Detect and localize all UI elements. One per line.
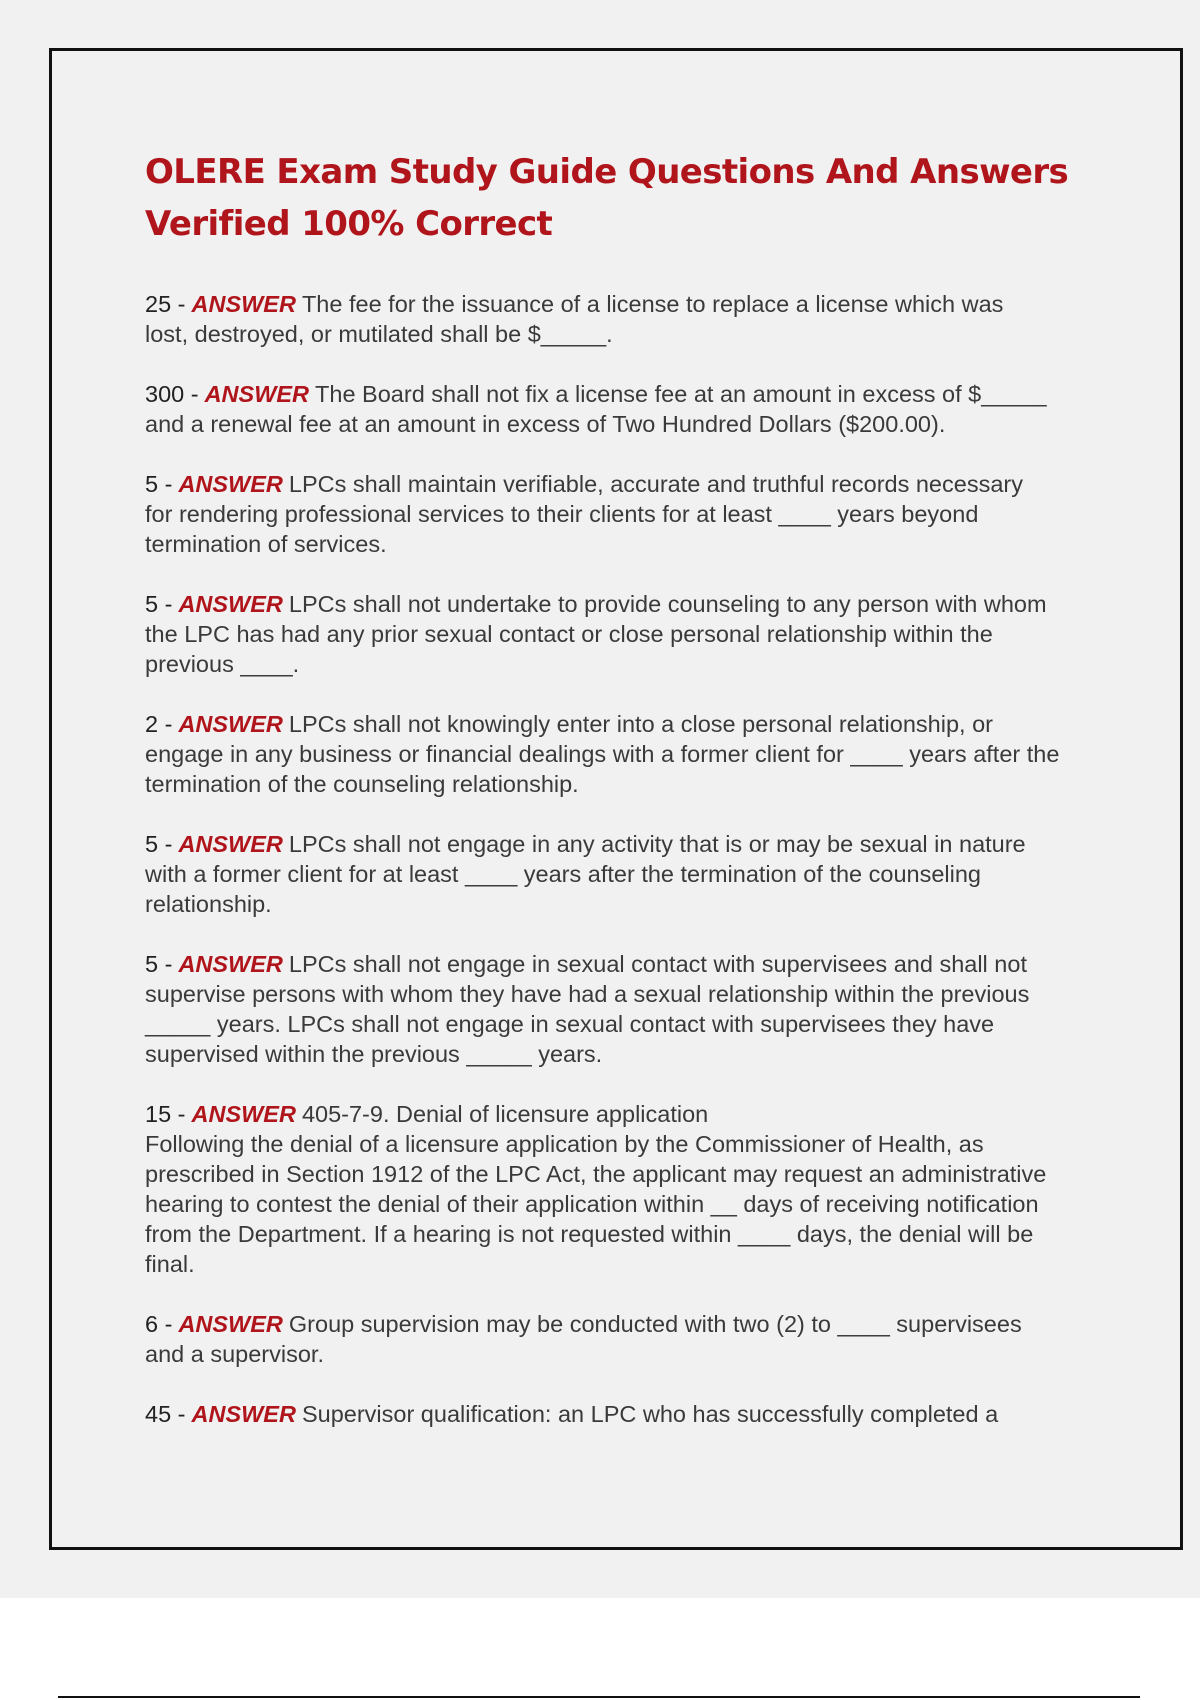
answer-value: 5 -	[145, 591, 173, 617]
qa-line	[145, 469, 1090, 499]
qa-line: supervise persons with whom they have had a sexual relationship within the previous	[145, 981, 1030, 1007]
qa-item	[145, 289, 1090, 349]
qa-line: supervised within the previous _____ years.	[145, 1041, 603, 1067]
title-line: Verified 100% Correct	[145, 204, 553, 244]
qa-line: from the Department. If a hearing is not requested within ____ days, the denial will be	[145, 1221, 1034, 1247]
answer-keyword: ANSWER	[191, 291, 296, 317]
qa-line	[145, 1399, 1090, 1429]
page-divider	[58, 1696, 1140, 1698]
qa-line: with a former client for at least ____ years after the termination of the counseling	[145, 861, 981, 887]
answer-value: 5 -	[145, 831, 173, 857]
qa-line	[145, 379, 1090, 409]
title-line: OLERE Exam Study Guide Questions And Answers	[145, 152, 1069, 192]
qa-line	[145, 289, 1090, 319]
qa-item	[145, 949, 1090, 1069]
qa-line: relationship.	[145, 891, 272, 917]
document-title	[145, 146, 1069, 250]
answer-keyword: ANSWER	[178, 711, 283, 737]
qa-item	[145, 589, 1090, 679]
qa-line: Following the denial of a licensure application by the Commissioner of Health, as	[145, 1131, 984, 1157]
answer-keyword: ANSWER	[178, 591, 283, 617]
answer-value: 300 -	[145, 381, 199, 407]
answer-value: 25 -	[145, 291, 186, 317]
qa-item	[145, 709, 1090, 799]
answer-value: 15 -	[145, 1101, 186, 1127]
answer-keyword: ANSWER	[178, 1311, 283, 1337]
answer-keyword: ANSWER	[191, 1401, 296, 1427]
answer-keyword: ANSWER	[178, 471, 283, 497]
qa-line: prescribed in Section 1912 of the LPC Act, the applicant may request an administrative	[145, 1161, 1047, 1187]
question-text: Group supervision may be conducted with two (2) to ____ supervisees	[288, 1311, 1022, 1337]
answer-value: 2 -	[145, 711, 173, 737]
answer-keyword: ANSWER	[204, 381, 310, 407]
qa-line: previous ____.	[145, 651, 300, 677]
qa-line: _____ years. LPCs shall not engage in sexual contact with supervisees they have	[145, 1011, 995, 1037]
qa-item	[145, 1309, 1090, 1369]
qa-line: termination of the counseling relationship.	[145, 771, 579, 797]
qa-line: and a renewal fee at an amount in excess of Two Hundred Dollars ($200.00).	[145, 411, 946, 437]
question-text: LPCs shall not knowingly enter into a close personal relationship, or	[288, 711, 993, 737]
qa-line: lost, destroyed, or mutilated shall be $_____.	[145, 321, 613, 347]
qa-line: hearing to contest the denial of their application within __ days of receiving notification	[145, 1191, 1039, 1217]
question-text: 405-7-9. Denial of licensure application	[301, 1101, 709, 1127]
answer-keyword: ANSWER	[178, 951, 283, 977]
question-text: The fee for the issuance of a license to replace a license which was	[301, 291, 1004, 317]
qa-line: for rendering professional services to their clients for at least ____ years beyond	[145, 501, 979, 527]
answer-value: 45 -	[145, 1401, 186, 1427]
qa-list	[145, 289, 1090, 1429]
qa-line	[145, 1309, 1090, 1339]
qa-line: engage in any business or financial dealings with a former client for ____ years after the	[145, 741, 1060, 767]
answer-value: 5 -	[145, 951, 173, 977]
qa-line	[145, 829, 1090, 859]
question-text: LPCs shall not undertake to provide counseling to any person with whom	[288, 591, 1047, 617]
qa-line: and a supervisor.	[145, 1341, 324, 1367]
answer-keyword: ANSWER	[178, 831, 283, 857]
qa-line	[145, 1099, 1090, 1129]
question-text: LPCs shall not engage in any activity that is or may be sexual in nature	[288, 831, 1026, 857]
question-text: LPCs shall not engage in sexual contact with supervisees and shall not	[288, 951, 1027, 977]
qa-item	[145, 379, 1090, 439]
qa-item	[145, 829, 1090, 919]
qa-item	[145, 1399, 1090, 1429]
question-text: The Board shall not fix a license fee at an amount in excess of $_____	[315, 381, 1047, 407]
qa-line	[145, 709, 1090, 739]
qa-item	[145, 1099, 1090, 1279]
question-text: LPCs shall maintain verifiable, accurate and truthful records necessary	[288, 471, 1023, 497]
answer-value: 5 -	[145, 471, 173, 497]
qa-line	[145, 949, 1090, 979]
question-text: Supervisor qualification: an LPC who has successfully completed a	[301, 1401, 999, 1427]
answer-value: 6 -	[145, 1311, 173, 1337]
qa-line: final.	[145, 1251, 195, 1277]
qa-line	[145, 589, 1090, 619]
answer-keyword: ANSWER	[191, 1101, 296, 1127]
qa-line: termination of services.	[145, 531, 387, 557]
qa-item	[145, 469, 1090, 559]
qa-line: the LPC has had any prior sexual contact or close personal relationship within the	[145, 621, 993, 647]
